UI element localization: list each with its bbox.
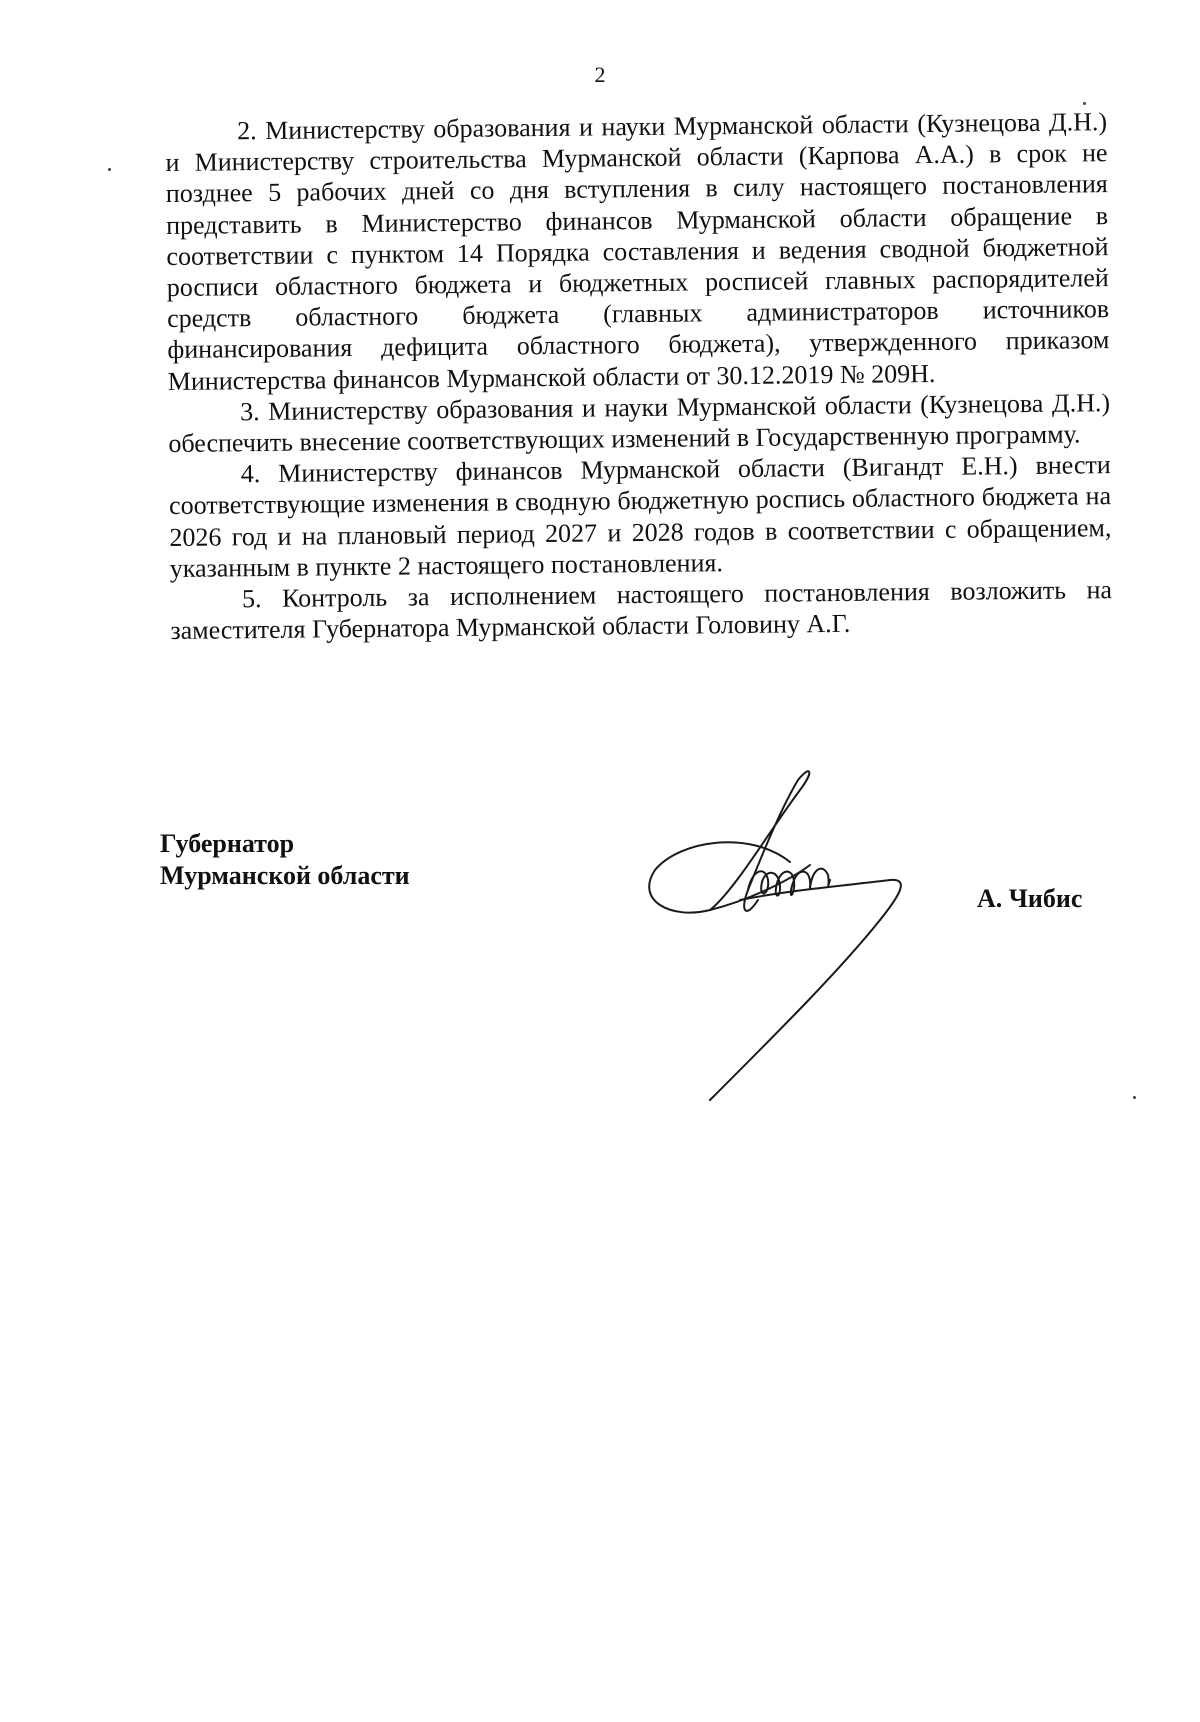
signatory-name: А. Чибис <box>977 884 1083 913</box>
handwritten-signature <box>640 770 940 1110</box>
paragraph-2: 2. Министерству образования и науки Мурманской области (Кузнецова Д.Н.) и Министерству строительства Мурманской области (Карпова А.А.) в срок не позднее 5 рабочих дней со дня вступления в силу настоящего постановления представить в Министерство финансов Мурманской области обращение в соответствии с пунктом 14 Порядка составления и ведения сводной бюджетной росписи областного бюджета и бюджетных росписей главных распорядителей средств областного бюджета (главных администраторов источников финансирования дефицита областного бюджета), утвержденного приказом Министерства финансов Мурманской области от 30.12.2019 № 209Н. <box>165 107 1110 396</box>
scan-speck <box>108 168 111 171</box>
page-number: 2 <box>594 62 606 87</box>
signer-position <box>160 828 410 892</box>
paragraph-5: 5. Контроль за исполнением настоящего постановления возложить на заместителя Губернатора Мурманской области Головину А.Г. <box>170 575 1113 646</box>
signer-position-line-2: Мурманской области <box>160 861 410 890</box>
paragraph-4: 4. Министерству финансов Мурманской области (Вигандт Е.Н.) внести соответствующие изменения в сводную бюджетную роспись областного бюджета на 2026 год и на плановый период 2027 и 2028 годов в соответствии с обращением, указанным в пункте 2 настоящего постановления. <box>168 450 1112 583</box>
paragraph-3: 3. Министерству образования и науки Мурманской области (Кузнецова Д.Н.) обеспечить внесение соответствующих изменений в Государственную программу. <box>168 387 1111 459</box>
document-body <box>165 106 1113 646</box>
scan-speck <box>1083 102 1086 105</box>
signer-position-line-1: Губернатор <box>160 829 295 858</box>
scan-speck <box>1133 1096 1136 1099</box>
